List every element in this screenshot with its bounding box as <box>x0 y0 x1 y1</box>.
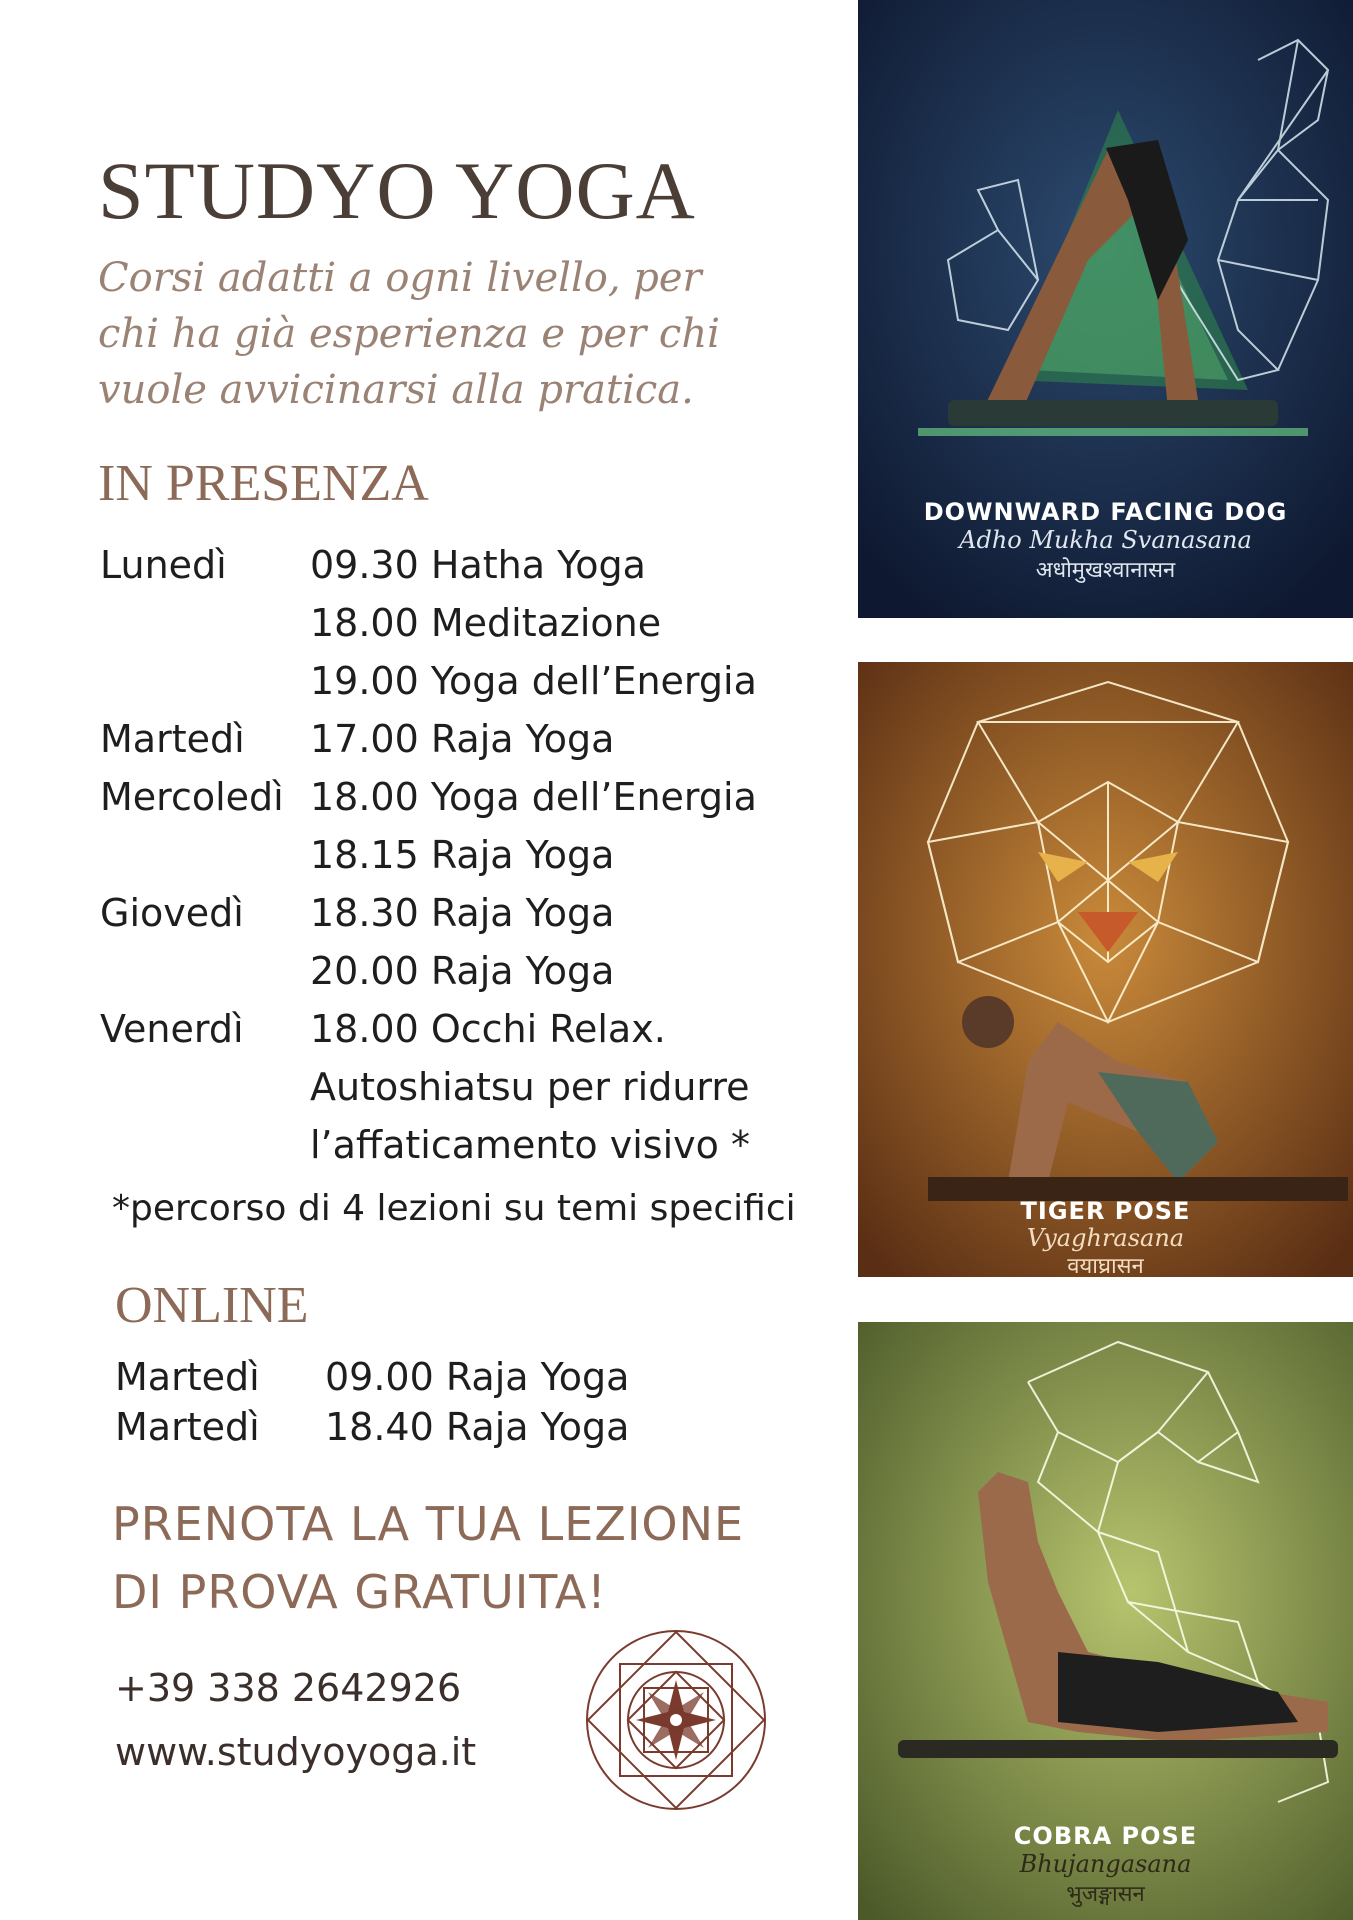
schedule-day: Giovedì <box>100 891 244 935</box>
panel-devanagari: अधोमुखश्वानासन <box>1035 558 1176 583</box>
schedule-class: 19.00 Yoga dell’Energia <box>310 659 757 703</box>
panel-devanagari: भुजङ्गासन <box>1066 1882 1145 1907</box>
panel-title: TIGER POSE <box>1020 1197 1191 1225</box>
panel-devanagari: वयाघ्रासन <box>1067 1254 1144 1277</box>
schedule-class: 17.00 Raja Yoga <box>310 717 615 761</box>
schedule-class: 18.15 Raja Yoga <box>310 833 615 877</box>
schedule-day: Martedì <box>115 1355 260 1399</box>
studio-logo <box>584 1628 768 1816</box>
schedule-day: Mercoledì <box>100 775 284 819</box>
schedule-class: 18.00 Yoga dell’Energia <box>310 775 757 819</box>
schedule-day: Venerdì <box>100 1007 244 1051</box>
panel-sanskrit: Vyaghrasana <box>1026 1224 1185 1252</box>
panel-sanskrit: Adho Mukha Svanasana <box>959 526 1252 554</box>
schedule-day: Martedì <box>115 1405 260 1449</box>
schedule-class: 09.00 Raja Yoga <box>325 1355 630 1399</box>
in-presenza-heading: IN PRESENZA <box>98 455 429 512</box>
tiger-pose-illustration-icon <box>858 662 1353 1277</box>
page-title: STUDYO YOGA <box>98 145 696 236</box>
cta-text <box>112 1490 744 1626</box>
website-link[interactable]: www.studyoyoga.it <box>115 1730 477 1774</box>
schedule-class: 18.00 Occhi Relax. <box>310 1007 666 1051</box>
schedule-class: l’affaticamento visivo * <box>310 1123 750 1167</box>
schedule-note: *percorso di 4 lezioni su temi specifici <box>112 1188 796 1229</box>
cta-line: PRENOTA LA TUA LEZIONE <box>112 1497 745 1551</box>
online-heading: ONLINE <box>115 1277 309 1334</box>
panel-title: COBRA POSE <box>1013 1822 1198 1850</box>
schedule-class: 18.30 Raja Yoga <box>310 891 615 935</box>
mandala-logo-icon <box>584 1628 768 1812</box>
schedule-class: Autoshiatsu per ridurre <box>310 1065 750 1109</box>
downward-dog-panel <box>858 0 1353 618</box>
schedule-day: Lunedì <box>100 543 227 587</box>
cta-line: DI PROVA GRATUITA! <box>112 1565 607 1619</box>
tiger-pose-panel <box>858 662 1353 1277</box>
schedule-class: 18.40 Raja Yoga <box>325 1405 630 1449</box>
schedule-class: 09.30 Hatha Yoga <box>310 543 646 587</box>
panel-sanskrit: Bhujangasana <box>1019 1850 1192 1878</box>
panel-title: DOWNWARD FACING DOG <box>923 498 1288 526</box>
cobra-pose-panel <box>858 1322 1353 1920</box>
schedule-day: Martedì <box>100 717 245 761</box>
phone-number[interactable]: +39 338 2642926 <box>115 1666 462 1710</box>
schedule-class: 20.00 Raja Yoga <box>310 949 615 993</box>
page-subtitle: Corsi adatti a ogni livello, per chi ha già esperienza e per chi vuole avvicinarsi alla pratica. <box>98 255 720 413</box>
schedule-class: 18.00 Meditazione <box>310 601 662 645</box>
